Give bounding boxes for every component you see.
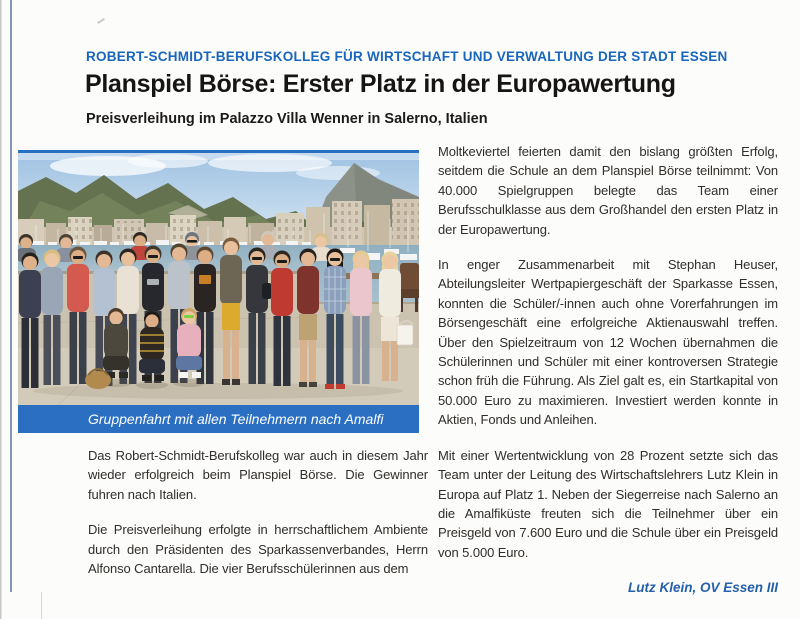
right-column <box>438 142 778 598</box>
paragraph: Mit einer Wertentwicklung von 28 Prozent setzte sich das Team unter der Leitung des Wirtschaftslehrers Lutz Klein in Europa auf Platz 1. Neben der Siegerreise nach Salerno an die Amalfiküste freuten sich die Teilnehmer über ein Preisgeld von 7.600 Euro und die Schule über ein Preisgeld von 5.000 Euro. <box>438 447 778 560</box>
article-subtitle: Preisverleihung im Palazzo Villa Wenner in Salerno, Italien <box>86 111 488 127</box>
scan-artifact-line <box>10 0 12 592</box>
scan-artifact-edge <box>0 0 2 619</box>
right-column-text <box>438 142 778 562</box>
scan-artifact-curve <box>41 592 42 619</box>
author-attribution: Lutz Klein, OV Essen III <box>627 580 778 596</box>
page-title: Planspiel Börse: Erster Platz in der Europawertung <box>85 70 676 98</box>
scan-artifact-mark <box>97 18 105 24</box>
group-photo <box>18 150 419 405</box>
left-column <box>88 446 428 594</box>
group-photo-figure <box>18 150 419 433</box>
photo-caption: Gruppenfahrt mit allen Teilnehmern nach Amalfi <box>18 405 419 433</box>
paragraph: Moltkeviertel feierten damit den bislang größten Erfolg, seitdem die Schule an dem Planspiel Börse teilnimmt: Von 40.000 Spielgruppen belegte das Team einer Berufsschulklasse aus dem Großhandel den ersten Platz in der Europawertung. <box>438 144 778 237</box>
article-kicker: ROBERT-SCHMIDT-BERUFSKOLLEG FÜR WIRTSCHAFT UND VERWALTUNG DER STADT ESSEN <box>86 49 728 64</box>
paragraph: Das Robert-Schmidt-Berufskolleg war auch in diesem Jahr wieder erfolgreich beim Planspiel Börse. Die Gewinner fuhren nach Italien. <box>88 448 428 502</box>
paragraph: In enger Zusammenarbeit mit Stephan Heuser, Abteilungsleiter Wertpapiergeschäft der Sparkasse Essen, konnten die Schüler/-innen auch ohne Vorerfahrungen im Börsengeschäft eine erfolgreiche Aktienauswahl treffen. Über den Spielzeitraum von 12 Wochen übernahmen die Schülerinnen und Schüler mit einer kontroversen Strategie schon früh die Führung. Als Ziel galt es, ein Startkapital von 50.000 Euro zu maximieren. Investiert werden konnte in Aktien, Fonds und Anleihen. <box>438 257 778 428</box>
paragraph: Die Preisverleihung erfolgte in herrschaftlichem Ambiente durch den Präsidenten des Sparkassenverbandes, Herrn Alfonso Cantarella. Die vier Berufsschülerinnen aus dem <box>88 522 428 577</box>
